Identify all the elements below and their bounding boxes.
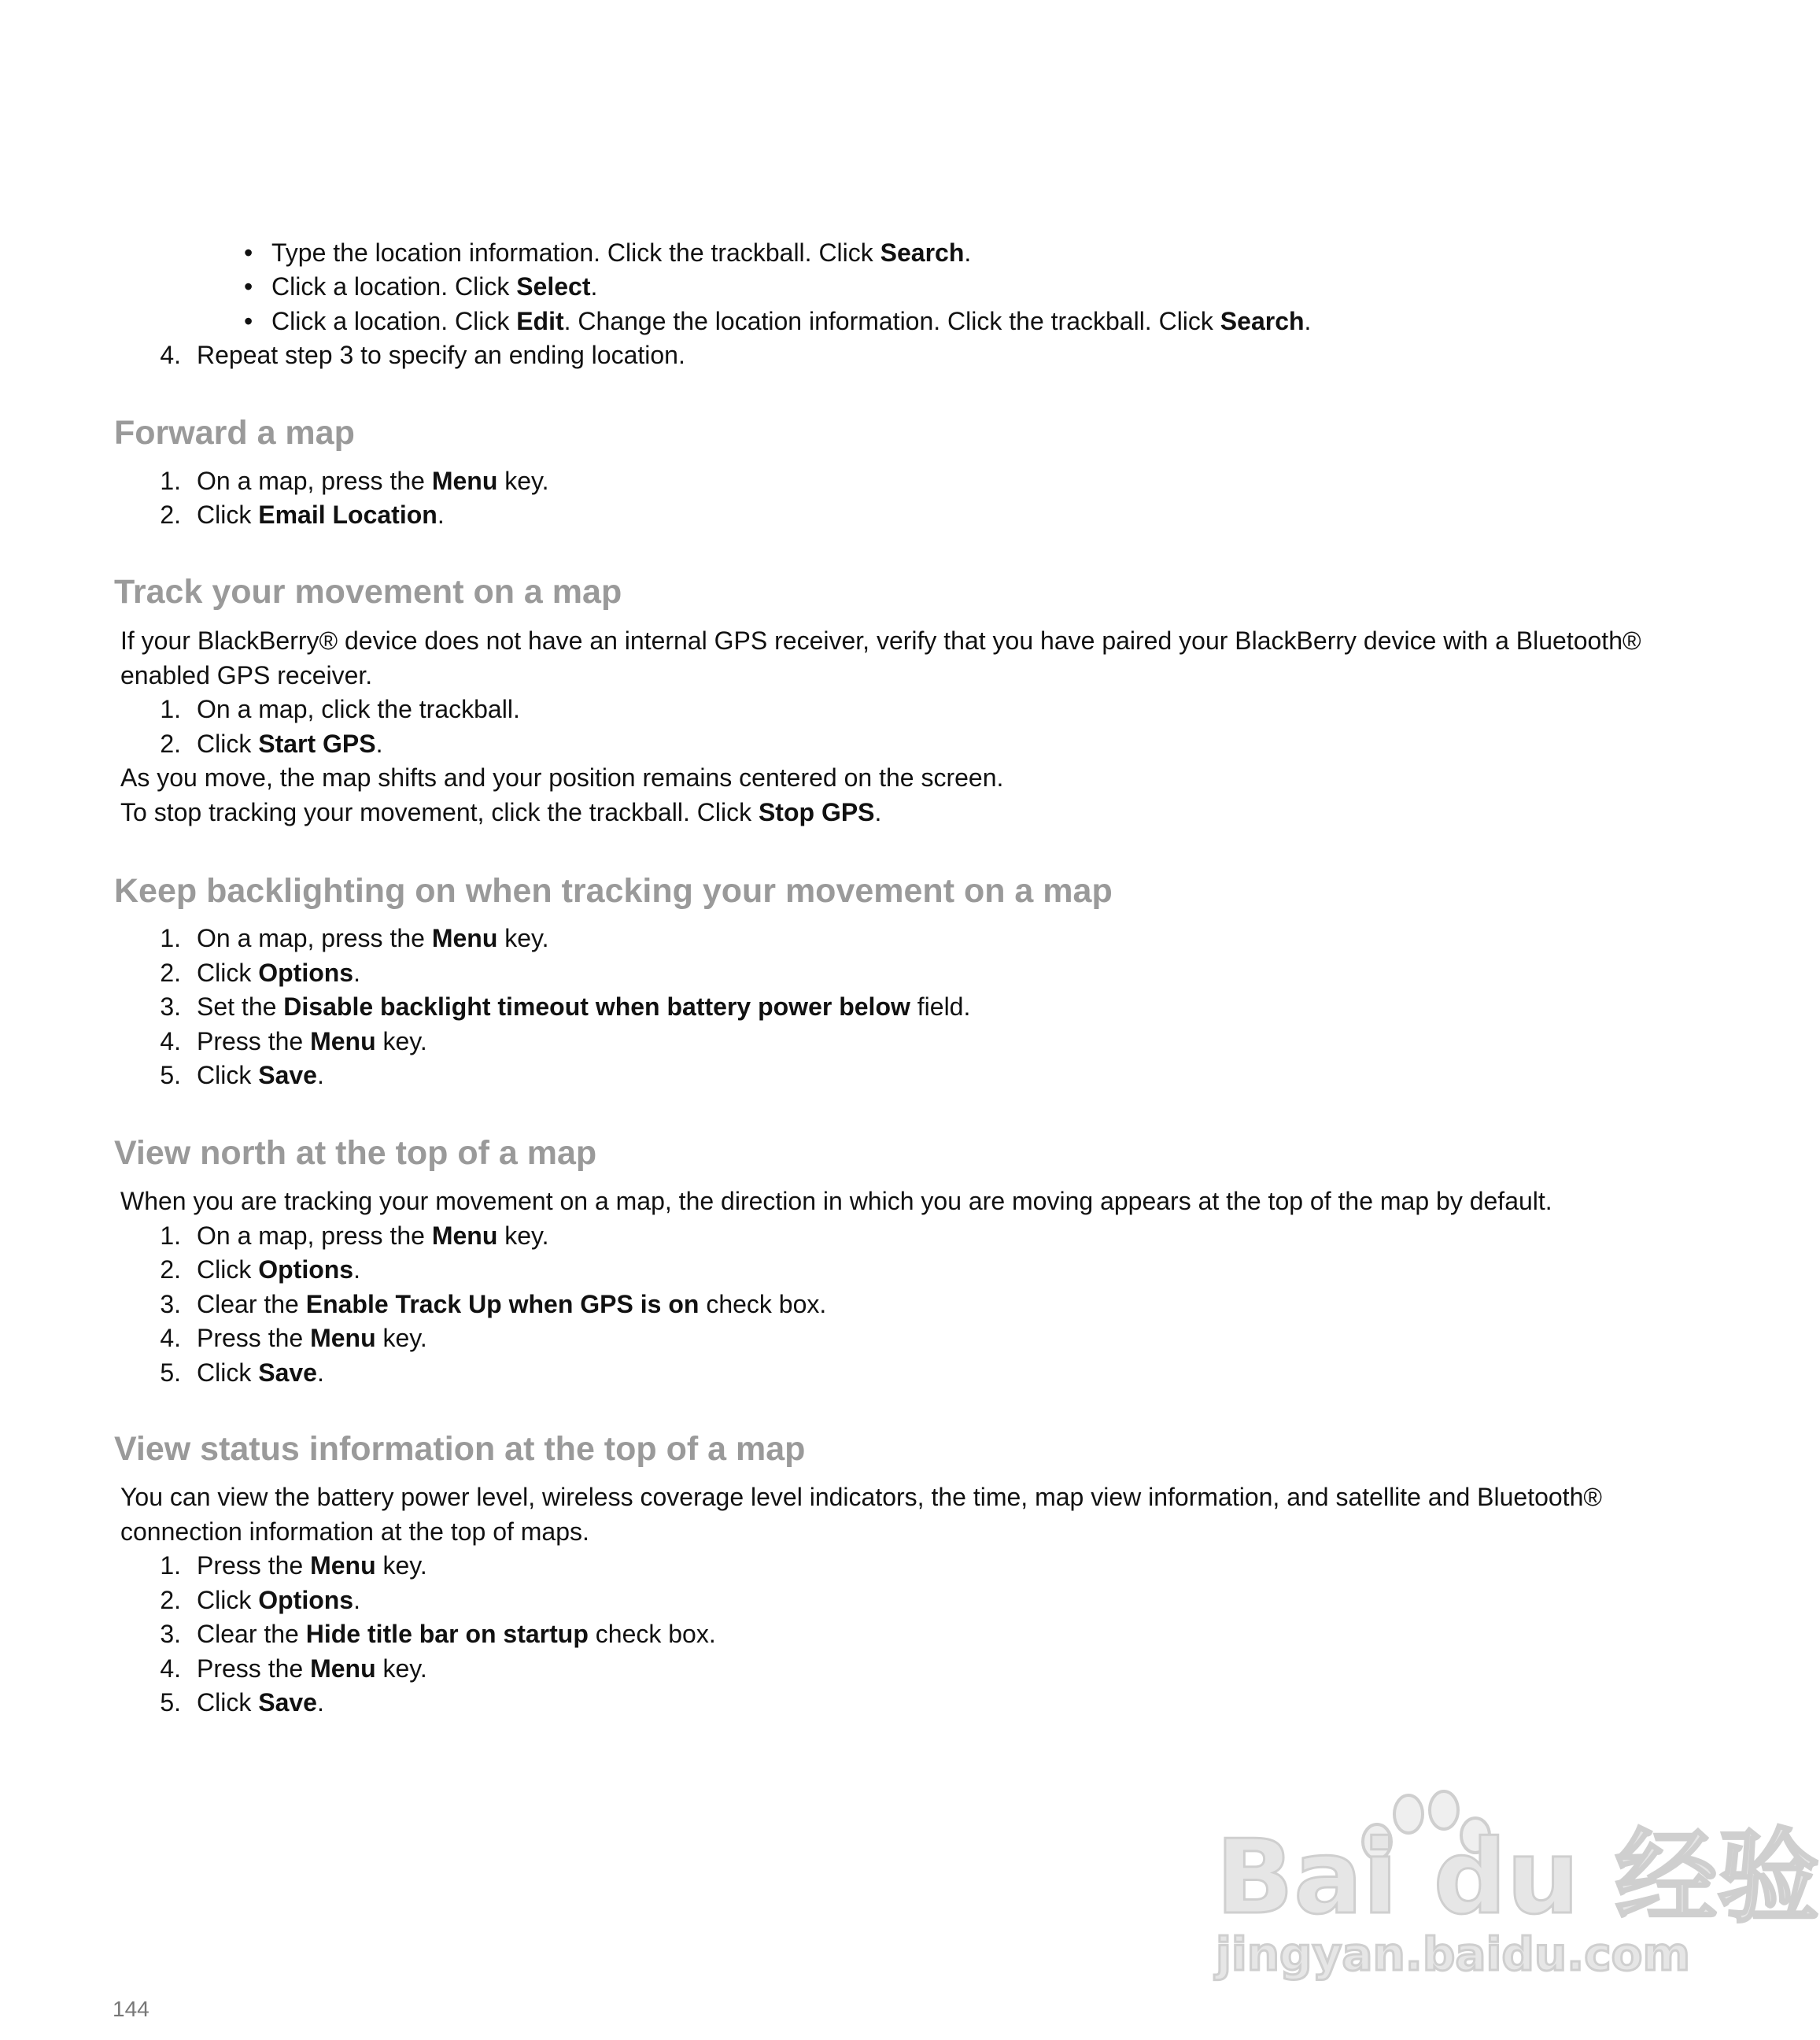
text-run: .: [353, 1586, 360, 1614]
ui-term: Save: [258, 1688, 317, 1717]
text-run: field.: [910, 992, 971, 1021]
list-item: [197, 338, 685, 372]
list-item: [197, 1548, 427, 1583]
page-number: 144: [113, 1997, 150, 2021]
text-run: On a map, click the trackball.: [197, 695, 520, 723]
bullet-item: [271, 235, 971, 270]
text-run: Click a location. Click: [271, 272, 517, 301]
paragraph-line: [120, 795, 881, 830]
ui-term: Search: [880, 238, 965, 267]
list-item: [197, 1355, 324, 1390]
ui-term: Stop GPS: [758, 798, 875, 826]
section-heading: Track your movement on a map: [114, 573, 622, 611]
text-run: Type the location information. Click the trackball. Click: [271, 238, 880, 267]
text-run: If your BlackBerry® device does not have an internal GPS receiver, verify that you have paired your BlackBerry device with a Bluetooth®: [120, 626, 1641, 655]
ui-term: Options: [258, 1586, 354, 1614]
list-item: [197, 1685, 324, 1720]
step-number: 1.: [160, 1221, 181, 1250]
text-run: Clear the: [197, 1620, 306, 1648]
text-run: .: [353, 1255, 360, 1284]
ui-term: Menu: [310, 1551, 376, 1580]
ui-term: Options: [258, 959, 354, 987]
ui-term: Email Location: [258, 501, 437, 529]
ui-term: Edit: [516, 307, 564, 335]
step-number: 2.: [160, 1586, 181, 1614]
text-run: .: [375, 730, 383, 758]
ui-term: Hide title bar on startup: [305, 1620, 589, 1648]
bullet-icon: •: [244, 307, 253, 335]
text-run: .: [437, 501, 445, 529]
ui-term: Menu: [310, 1027, 376, 1055]
section-heading: Forward a map: [114, 414, 355, 452]
text-run: .: [316, 1358, 324, 1387]
list-item: [197, 1617, 716, 1651]
ui-term: Disable backlight timeout when battery power below: [283, 992, 910, 1021]
paragraph-line: [120, 1480, 1602, 1514]
text-run: .: [1304, 307, 1312, 335]
text-run: Click: [197, 730, 259, 758]
text-run: key.: [497, 467, 549, 495]
paragraph-line: [120, 1184, 1552, 1218]
text-run: Click: [197, 1688, 259, 1717]
text-run: key.: [375, 1324, 427, 1352]
step-number: 4.: [160, 1654, 181, 1683]
step-number: 2.: [160, 1255, 181, 1284]
text-run: Press the: [197, 1551, 311, 1580]
step-number: 1.: [160, 467, 181, 495]
text-run: . Change the location information. Click the trackball. Click: [563, 307, 1220, 335]
watermark-logo: Bai du 经验: [1216, 1817, 1820, 1937]
ui-term: Menu: [431, 467, 498, 495]
text-run: enabled GPS receiver.: [120, 661, 373, 689]
text-run: You can view the battery power level, wireless coverage level indicators, the time, map view information, and satellite and Bluetooth®: [120, 1483, 1602, 1511]
text-run: Click: [197, 1061, 259, 1089]
paragraph-line: [120, 1514, 589, 1549]
text-run: Click: [197, 1358, 259, 1387]
text-run: .: [316, 1688, 324, 1717]
list-item: [197, 1252, 360, 1287]
list-item: [197, 726, 382, 761]
list-item: [197, 921, 549, 955]
step-number: 5.: [160, 1358, 181, 1387]
text-run: Click a location. Click: [271, 307, 517, 335]
step-number: 4.: [160, 1027, 181, 1055]
text-run: Press the: [197, 1027, 311, 1055]
text-run: Press the: [197, 1654, 311, 1683]
text-run: On a map, press the: [197, 467, 432, 495]
step-number: 1.: [160, 1551, 181, 1580]
ui-term: Save: [258, 1358, 317, 1387]
text-run: Press the: [197, 1324, 311, 1352]
bullet-icon: •: [244, 238, 253, 267]
text-run: Clear the: [197, 1290, 306, 1318]
list-item: [197, 1321, 427, 1355]
ui-term: Search: [1220, 307, 1305, 335]
list-item: [197, 692, 520, 726]
step-number: 1.: [160, 695, 181, 723]
ui-term: Menu: [431, 924, 498, 952]
list-item: [197, 1651, 427, 1686]
step-number: 5.: [160, 1688, 181, 1717]
list-item: [197, 1218, 549, 1253]
step-number: 2.: [160, 501, 181, 529]
step-number: 3.: [160, 992, 181, 1021]
text-run: check box.: [699, 1290, 827, 1318]
ui-term: Save: [258, 1061, 317, 1089]
text-run: Click: [197, 1255, 259, 1284]
section-heading: View status information at the top of a map: [114, 1430, 806, 1468]
text-run: Click: [197, 501, 259, 529]
text-run: key.: [375, 1551, 427, 1580]
list-item: [197, 1058, 324, 1092]
section-heading: Keep backlighting on when tracking your movement on a map: [114, 872, 1113, 910]
text-run: connection information at the top of maps.: [120, 1517, 589, 1546]
text-run: On a map, press the: [197, 1221, 432, 1250]
ui-term: Menu: [310, 1324, 376, 1352]
list-item: [197, 989, 970, 1024]
step-number: 3.: [160, 1290, 181, 1318]
text-run: On a map, press the: [197, 924, 432, 952]
list-item: [197, 497, 445, 532]
text-run: .: [590, 272, 598, 301]
ui-term: Select: [516, 272, 591, 301]
baidu-watermark: [1208, 1787, 1820, 1991]
text-run: When you are tracking your movement on a map, the direction in which you are moving appears at the top of the map by default.: [120, 1187, 1552, 1215]
text-run: As you move, the map shifts and your position remains centered on the screen.: [120, 763, 1004, 792]
text-run: key.: [375, 1654, 427, 1683]
text-run: key.: [497, 924, 549, 952]
text-run: key.: [497, 1221, 549, 1250]
ui-term: Menu: [310, 1654, 376, 1683]
text-run: Click: [197, 1586, 259, 1614]
text-run: .: [874, 798, 882, 826]
paragraph-line: [120, 658, 372, 693]
section-heading: View north at the top of a map: [114, 1134, 597, 1172]
bullet-icon: •: [244, 272, 253, 301]
text-run: Click: [197, 959, 259, 987]
text-run: check box.: [588, 1620, 716, 1648]
paragraph-line: [120, 623, 1641, 658]
text-run: .: [316, 1061, 324, 1089]
step-number: 4.: [160, 341, 181, 369]
ui-term: Enable Track Up when GPS is on: [305, 1290, 700, 1318]
text-run: Repeat step 3 to specify an ending location.: [197, 341, 685, 369]
list-item: [197, 1583, 360, 1617]
text-run: .: [353, 959, 360, 987]
ui-term: Start GPS: [258, 730, 376, 758]
text-run: key.: [375, 1027, 427, 1055]
bullet-item: [271, 304, 1311, 338]
list-item: [197, 1287, 826, 1321]
step-number: 2.: [160, 959, 181, 987]
list-item: [197, 955, 360, 990]
ui-term: Options: [258, 1255, 354, 1284]
list-item: [197, 1024, 427, 1059]
step-number: 4.: [160, 1324, 181, 1352]
watermark-url: jingyan.baidu.com: [1216, 1927, 1690, 1981]
list-item: [197, 464, 549, 498]
step-number: 2.: [160, 730, 181, 758]
step-number: 1.: [160, 924, 181, 952]
text-run: To stop tracking your movement, click the trackball. Click: [120, 798, 759, 826]
paragraph-line: [120, 760, 1003, 795]
step-number: 5.: [160, 1061, 181, 1089]
bullet-item: [271, 269, 597, 304]
text-run: Set the: [197, 992, 284, 1021]
step-number: 3.: [160, 1620, 181, 1648]
ui-term: Menu: [431, 1221, 498, 1250]
text-run: .: [964, 238, 972, 267]
